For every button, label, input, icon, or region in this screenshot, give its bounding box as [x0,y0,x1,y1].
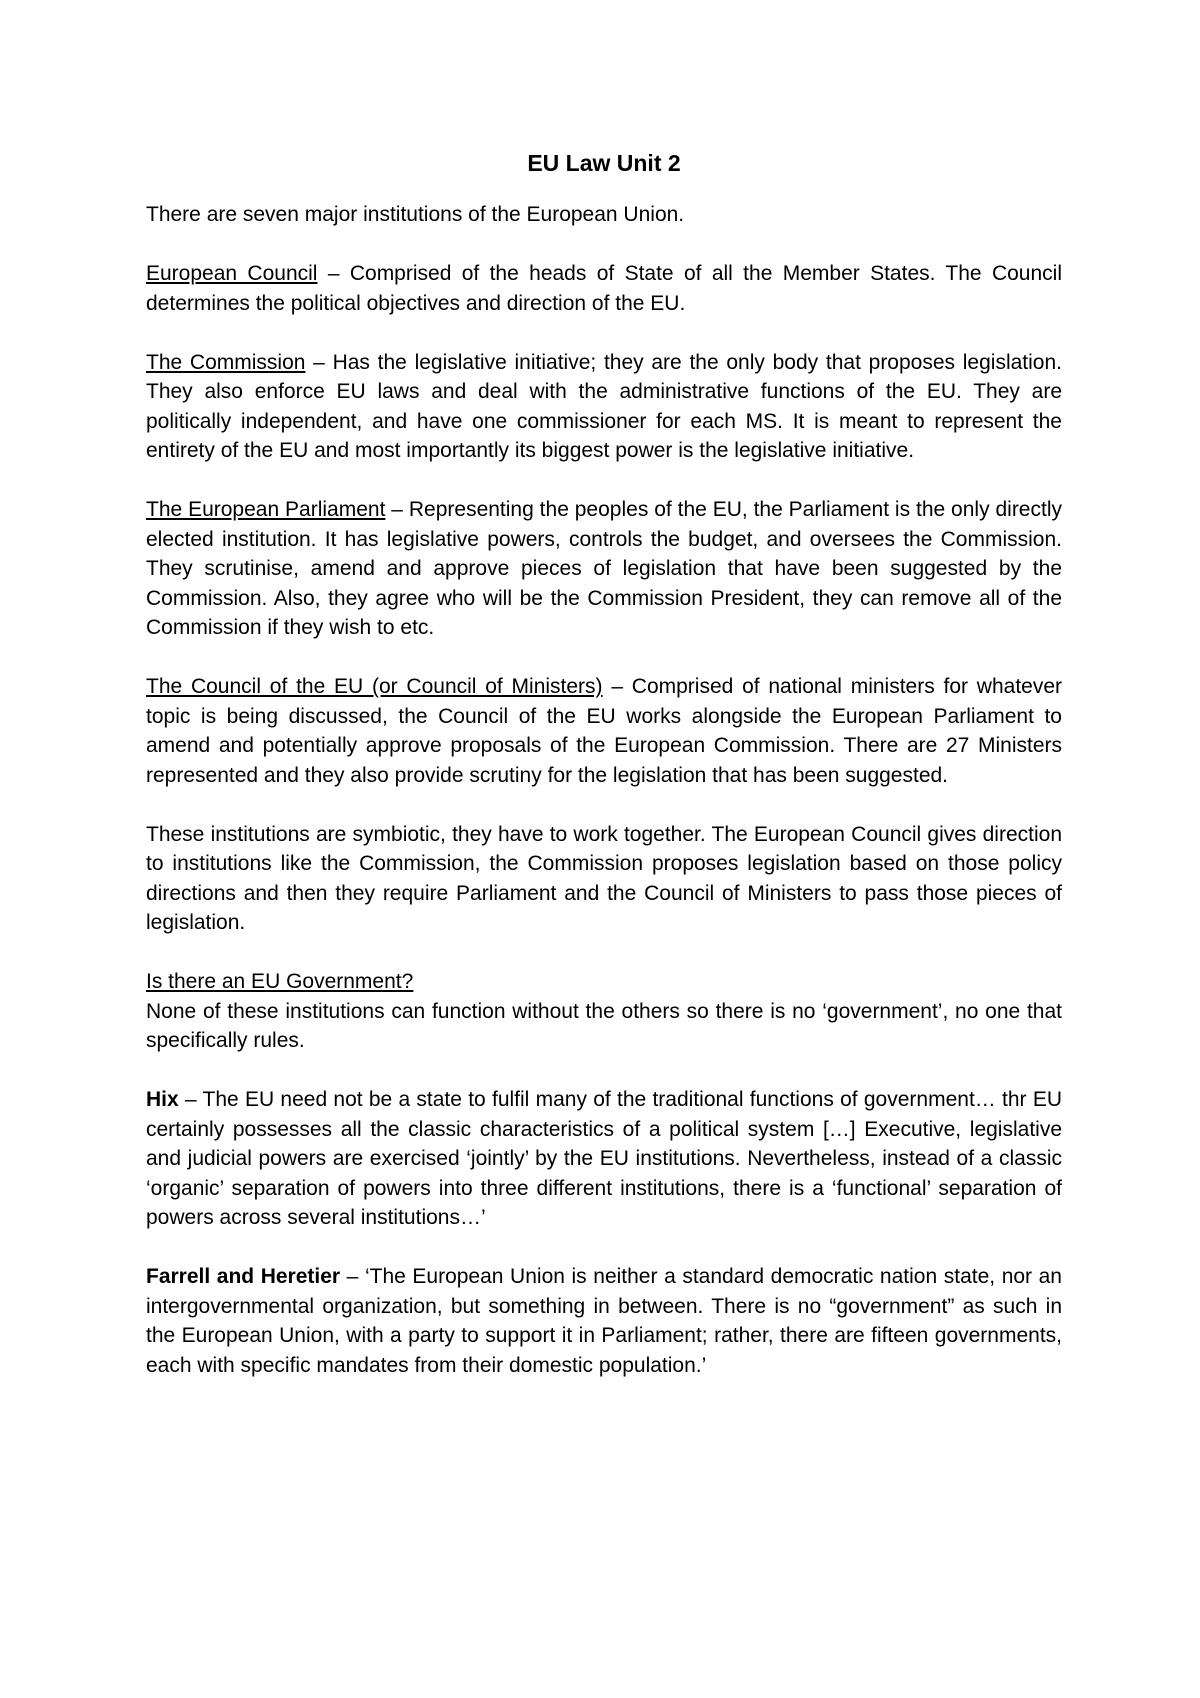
council-eu-paragraph [146,672,1062,790]
parliament-heading: The European Parliament [146,498,386,521]
document-body [146,148,1062,1410]
commission-paragraph [146,348,1062,466]
government-paragraph: None of these institutions can function without the others so there is no ‘government’, no one that specifically rules. [146,999,1062,1052]
hix-text: – The EU need not be a state to fulfil many of the traditional functions of government… thr EU certainly possesses all the classic characteristics of a political system […] Executive, legislative and judicial powers are exercised ‘jointly’ by the EU institutions. Nevertheless, instead of a classic ‘organic’ separation of powers into three different institutions, there is a ‘functional’ separation of powers across several institutions…’ [146,1088,1062,1229]
hix-paragraph [146,1085,1062,1233]
hix-name: Hix [146,1088,179,1111]
parliament-text: – Representing the peoples of the EU, the Parliament is the only directly elected institution. It has legislative powers, controls the budget, and oversees the Commission. They scrutinise, amend and approve pieces of legislation that have been suggested by the Commission. Also, they agree who will be the Commission President, they can remove all of the Commission if they wish to etc. [146,498,1062,639]
government-heading: Is there an EU Government? [146,970,414,993]
european-council-text: – Comprised of the heads of State of all the Member States. The Council determines the political objectives and direction of the EU. [146,262,1062,315]
farrell-text: – ‘The European Union is neither a standard democratic nation state, nor an intergovernmental organization, but something in between. There is no “government” as such in the European Union, with a party to support it in Parliament; rather, there are fifteen governments, each with specific mandates from their domestic population.’ [146,1265,1062,1377]
council-eu-text: – Comprised of national ministers for whatever topic is being discussed, the Council of the EU works alongside the European Parliament to amend and potentially approve proposals of the European Commission. There are 27 Ministers represented and they also provide scrutiny for the legislation that has been suggested. [146,675,1063,787]
commission-heading: The Commission [146,350,306,374]
government-heading-line [146,967,1062,997]
document-title: EU Law Unit 2 [527,150,681,176]
farrell-name: Farrell and Heretier [146,1265,341,1288]
european-council-heading: European Council [146,262,318,285]
farrell-paragraph [146,1262,1062,1380]
parliament-paragraph [146,495,1062,643]
commission-text: – Has the legislative initiative; they are the only body that proposes legislation. They also enforce EU laws and deal with the administrative functions of the EU. They are politically independent, and have one commissioner for each MS. It is meant to represent the entirety of the EU and most importantly its biggest power is the legislative initiative. [146,350,1062,462]
symbiotic-paragraph: These institutions are symbiotic, they have to work together. The European Council gives direction to institutions like the Commission, the Commission proposes legislation based on those policy directions and then they require Parliament and the Council of Ministers to pass those pieces of legislation. [146,822,1062,934]
intro-paragraph: There are seven major institutions of the European Union. [146,203,685,226]
council-eu-heading: The Council of the EU (or Council of Ministers) [146,675,603,698]
european-council-paragraph [146,259,1062,318]
